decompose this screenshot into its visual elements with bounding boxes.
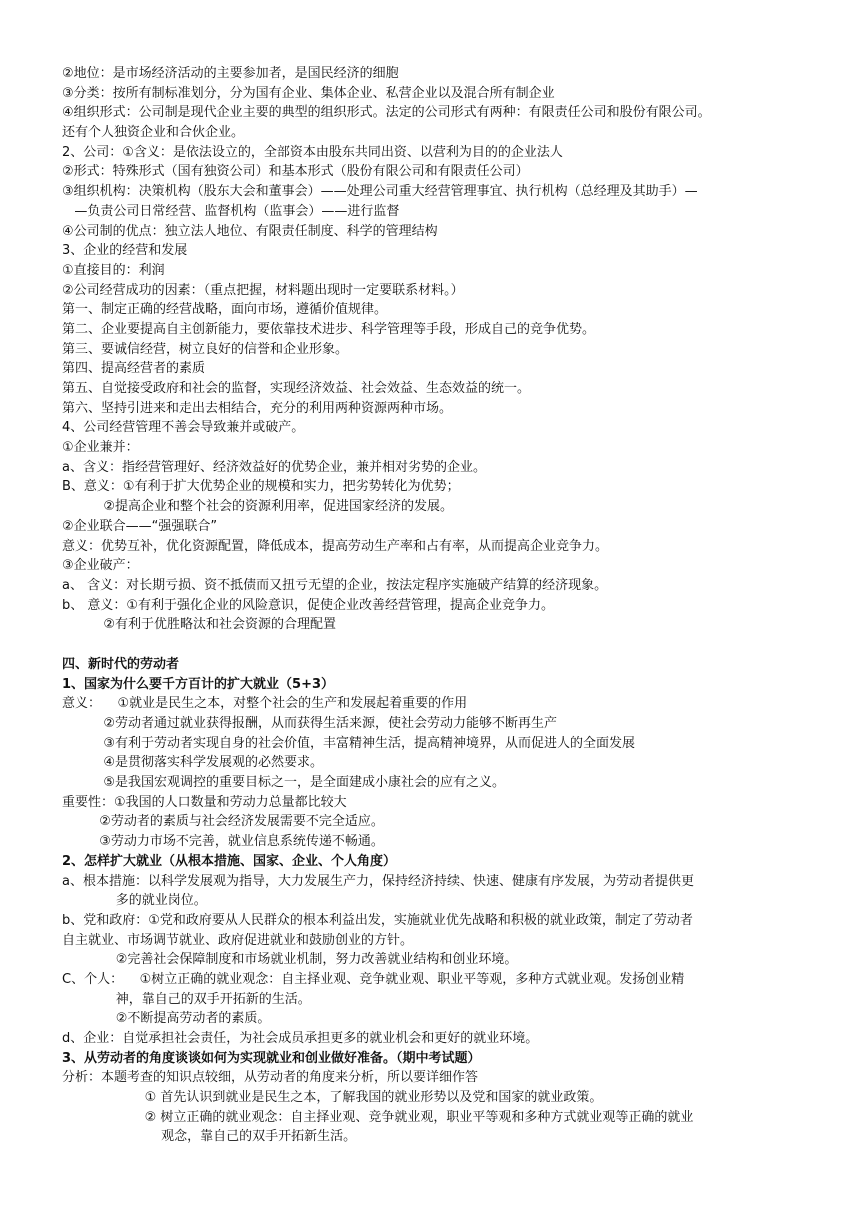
text-line: ②劳动者的素质与社会经济发展需要不完全适应。 [62, 814, 384, 830]
text-line: ③劳动力市场不完善，就业信息系统传递不畅通。 [62, 834, 384, 850]
text-line: ②地位：是市场经济活动的主要参加者，是国民经济的细胞 [62, 66, 399, 81]
text-line: ① 首先认识到就业是民生之本，了解我国的就业形势以及党和国家的就业政策。 [62, 1090, 603, 1106]
text-line: 还有个人独资企业和合伙企业。 [62, 125, 245, 141]
text-line: 第一、制定正确的经营战略，面向市场，遵循价值规律。 [62, 302, 388, 318]
text-line: ②形式：特殊形式（国有独资公司）和基本形式（股份有限公司和有限责任公司） [62, 164, 529, 180]
text-line: 第六、坚持引进来和走出去相结合，充分的利用两种资源两种市场。 [62, 400, 453, 416]
text-line: b、党和政府：①党和政府要从人民群众的根本利益出发，实施就业优先战略和积极的就业政策，制定了劳动者 [62, 912, 693, 928]
subheading-line: 2、怎样扩大就业（从根本措施、国家、企业、个人角度） [62, 853, 397, 869]
text-line: ②提高企业和整个社会的资源利用率，促进国家经济的发展。 [62, 499, 453, 515]
text-line: ①直接目的：利润 [62, 262, 165, 278]
text-line: 第三、要诚信经营，树立良好的信誉和企业形象。 [62, 341, 349, 357]
text-line: 2、公司：①含义：是依法设立的，全部资本由股东共同出资、以营利为目的的企业法人 [62, 144, 563, 160]
text-line: 观念，靠自己的双手开拓新生活。 [62, 1129, 357, 1145]
subheading-line: 3、从劳动者的角度谈谈如何为实现就业和创业做好准备。（期中考试题） [62, 1050, 481, 1066]
text-block-enterprise [62, 64, 812, 635]
document-page [62, 64, 812, 1147]
text-line: ②企业联合——“强强联合” [62, 518, 218, 534]
text-line: ④公司制的优点：独立法人地位、有限责任制度、科学的管理结构 [62, 223, 438, 239]
text-line: 第五、自觉接受政府和社会的监督，实现经济效益、社会效益、生态效益的统一。 [62, 381, 531, 396]
section-title: 四、新时代的劳动者 [62, 656, 180, 672]
text-line: a、含义：指经营管理好、经济效益好的优势企业，兼并相对劣势的企业。 [62, 459, 486, 475]
text-line: ③企业破产： [62, 558, 139, 574]
text-line: ② 树立正确的就业观念：自主择业观、竞争就业观，职业平等观和多种方式就业观等正确的就业 [62, 1109, 694, 1125]
text-block-labor [62, 675, 812, 1148]
text-line: 重要性：①我国的人口数量和劳动力总量都比较大 [62, 794, 347, 810]
text-line: 意义： ①就业是民生之本，对整个社会的生产和发展起着重要的作用 [62, 696, 468, 712]
text-line: ②有利于优胜略汰和社会资源的合理配置 [62, 617, 336, 633]
text-line: ②不断提高劳动者的素质。 [62, 1011, 271, 1027]
text-line: d、企业：自觉承担社会责任，为社会成员承担更多的就业机会和更好的就业环境。 [62, 1031, 539, 1046]
text-line: 自主就业、市场调节就业、政府促进就业和鼓励创业的方针。 [62, 932, 414, 948]
text-line: C、个人： ①树立正确的就业观念：自主择业观、竞争就业观、职业平等观，多种方式就业观。发扬创业精 [62, 971, 685, 987]
text-line: 第二、企业要提高自主创新能力，要依靠技术进步、科学管理等手段，形成自己的竞争优势。 [62, 321, 596, 337]
text-line: 神，靠自己的双手开拓新的生活。 [62, 991, 311, 1007]
text-line: ①企业兼并： [62, 440, 139, 456]
text-line: b、 意义：①有利于强化企业的风险意识，促使企业改善经营管理，提高企业竞争力。 [62, 597, 555, 613]
text-line: 多的就业岗位。 [62, 893, 207, 909]
text-line: a、 含义：对长期亏损、资不抵债而又扭亏无望的企业，按法定程序实施破产结算的经济现象。 [62, 577, 608, 593]
text-line: ④组织形式：公司制是现代企业主要的典型的组织形式。法定的公司形式有两种：有限责任公司和股份有限公司。 [62, 105, 711, 121]
text-line: ③分类：按所有制标准划分，分为国有企业、集体企业、私营企业以及混合所有制企业 [62, 85, 555, 101]
text-line: 4、公司经营管理不善会导致兼并或破产。 [62, 420, 305, 436]
text-line: a、根本措施：以科学发展观为指导，大力发展生产力，保持经济持续、快速、健康有序发展，为劳动者提供更 [62, 873, 694, 889]
text-line: 分析：本题考查的知识点较细，从劳动者的角度来分析，所以要详细作答 [62, 1070, 479, 1086]
text-line: 意义：优势互补，优化资源配置，降低成本，提高劳动生产率和占有率，从而提高企业竞争力。 [62, 538, 609, 554]
text-line: ③组织机构：决策机构（股东大会和董事会）——处理公司重大经营管理事宜、执行机构（总经理及其助手）— [62, 184, 698, 200]
text-line: ③有利于劳动者实现自身的社会价值，丰富精神生活，提高精神境界，从而促进人的全面发展 [62, 735, 635, 751]
subheading-line: 1、国家为什么要千方百计的扩大就业（5+3） [62, 676, 335, 692]
text-line: ④是贯彻落实科学发展观的必然要求。 [62, 755, 323, 771]
text-line: B、意义：①有利于扩大优势企业的规模和实力，把劣势转化为优势； [62, 479, 460, 495]
text-line: 3、企业的经营和发展 [62, 243, 188, 259]
text-line: ②劳动者通过就业获得报酬，从而获得生活来源，使社会劳动力能够不断再生产 [62, 716, 557, 731]
text-line: —负责公司日常经营、监督机构（监事会）——进行监督 [62, 203, 400, 219]
text-line: ②公司经营成功的因素：（重点把握，材料题出现时一定要联系材料。） [62, 282, 464, 298]
text-line: 第四、提高经营者的素质 [62, 361, 206, 377]
text-line: ②完善社会保障制度和市场就业机制，努力改善就业结构和创业环境。 [62, 952, 518, 968]
blank-spacer [62, 635, 812, 655]
text-line: ⑤是我国宏观调控的重要目标之一，是全面建成小康社会的应有之义。 [62, 775, 505, 791]
